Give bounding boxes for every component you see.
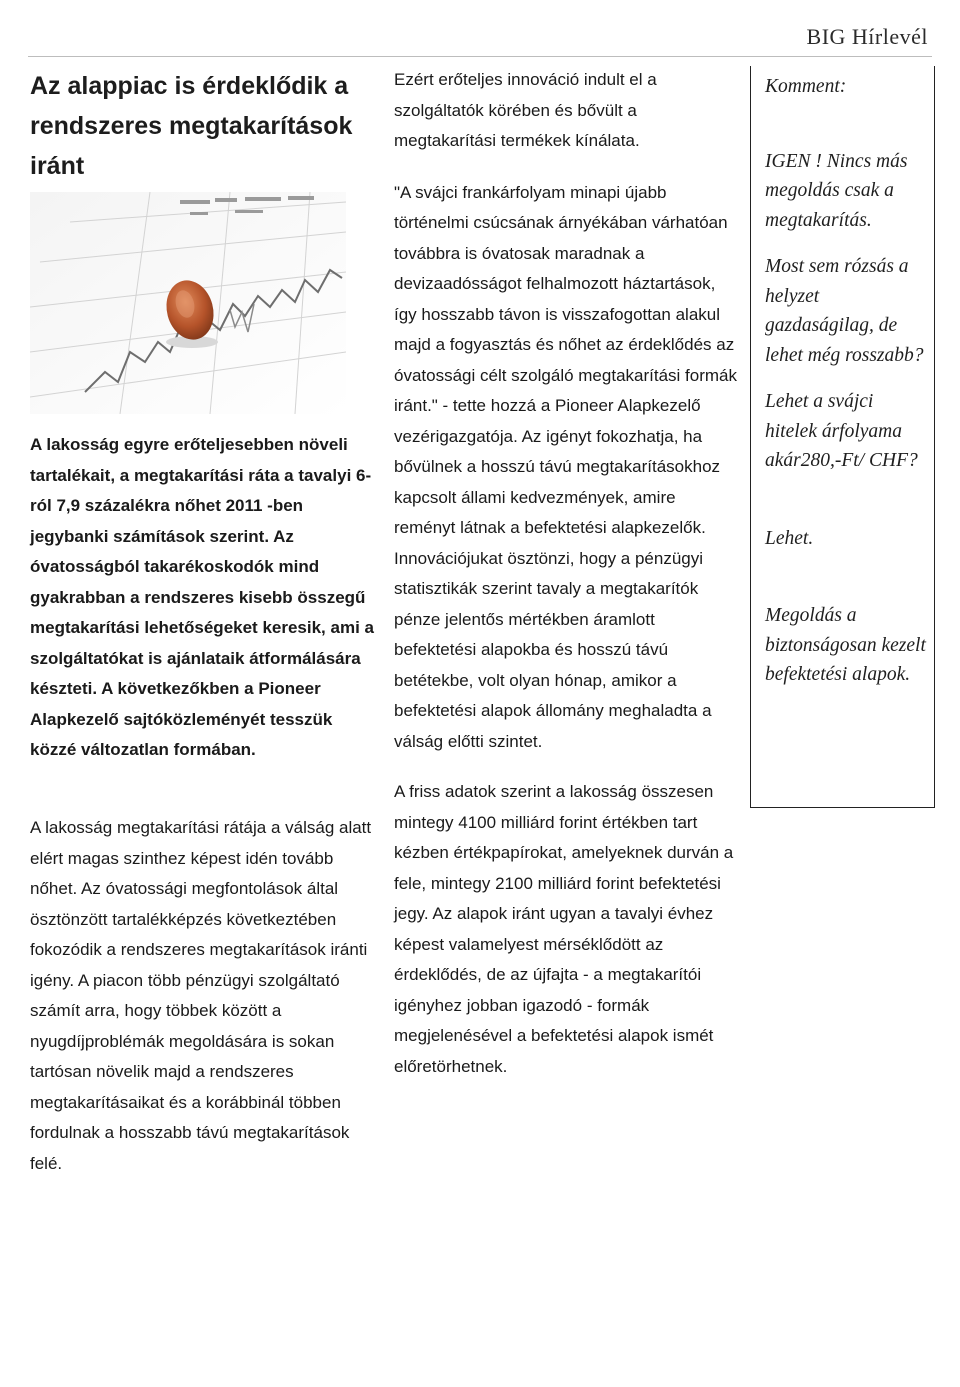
comment-note: Most sem rózsás a helyzet gazdaságilag, de lehet még rosszabb? <box>765 256 924 366</box>
header-divider <box>28 56 932 57</box>
article-body-left: A lakosság megtakarítási rátája a válság alatt elért magas szinthez képest idén tovább nőhet. Az óvatossági megfontolások által ösztönzött tartalékképzés következtében fokozódik a rendszeres megtakarítások iránti igény. A piacon több pénzügyi szolgáltató számít arra, hogy többek között a nyugdíjproblémák megoldására is sokan tartósan növelik majd a rendszeres megtakarításaikat és a korábbinál többen fordulnak a hosszabb távú megtakarítások felé. <box>30 818 372 1173</box>
comment-sidebar <box>750 66 935 808</box>
article-lead: A lakosság egyre erőteljesebben növeli tartalékait, a megtakarítási ráta a tavalyi 6-ról 7,9 százalékra nőhet 2011 -ben jegybanki számítások szerint. Az óvatosságból takarékoskodók mind gyakrabban a rendszeres kisebb összegű megtakarítási lehetőségeket keresik, ami a szolgáltatókat is ajánlataik átformálására készteti. A következőkben a Pioneer Alapkezelő sajtóközleményét tesszük közzé változatlan formában. <box>30 435 374 759</box>
newsletter-title: BIG Hírlevél <box>806 24 928 49</box>
coin-on-chart-photo <box>30 192 346 414</box>
comment-note: Lehet. <box>765 527 814 549</box>
article-title: Az alappiac is érdeklődik a rendszeres megtakarítások iránt <box>30 72 353 180</box>
comment-label: Komment: <box>765 76 847 97</box>
comment-note: Megoldás a biztonságosan kezelt befektetési alapok. <box>765 605 926 685</box>
article-body-paragraph: "A svájci frankárfolyam minapi újabb történelmi csúcsának árnyékában várhatóan továbbra is óvatosak maradnak a devizaadósságot felhalmozott háztartások, így hosszabb távon is visszafogottan alakul majd a fogyasztás és nőhet az érdeklődés az óvatossági célt szolgáló megtakarítási formák iránt." - tette hozzá a Pioneer Alapkezelő vezérigazgatója. Az igényt fokozhatja, ha bővülnek a hosszú távú megtakarításokhoz kapcsolt állami kedvezmények, amire reményt látnak a befektetési alapkezelők. Innovációjukat ösztönzi, hogy a pénzügyi statisztikák szerint tavaly a megtakarítók pénze jelentős mértékben áramlott befektetési alapokba és hosszú távú betétekbe, volt olyan hónap, amikor a befektetési alapok állomány meghaladta a válság előtti szintet. <box>394 182 737 751</box>
left-column <box>30 66 382 414</box>
article-body-paragraph: Ezért erőteljes innováció indult el a szolgáltatók körében és bővült a megtakarítási termékek kínálata. <box>394 70 657 150</box>
article-body-paragraph: A friss adatok szerint a lakosság összesen mintegy 4100 milliárd forint értékben tart kézben értékpapírokat, amelyeknek durván a fele, mintegy 2100 milliárd forint befektetési jegy. Az alapok iránt ugyan a tavalyi évhez képest valamelyest mérséklődött az érdeklődés, de az újfajta - a megtakarítói igényhez jobban igazodó - formák megjelenésével a befektetési alapok ismét előretörhetnek. <box>394 782 734 1076</box>
comment-note: IGEN ! Nincs más megoldás csak a megtakarítás. <box>765 150 908 231</box>
comment-note: Lehet a svájci hitelek árfolyama akár280,-Ft/ CHF? <box>765 391 918 471</box>
middle-column <box>394 65 739 1082</box>
